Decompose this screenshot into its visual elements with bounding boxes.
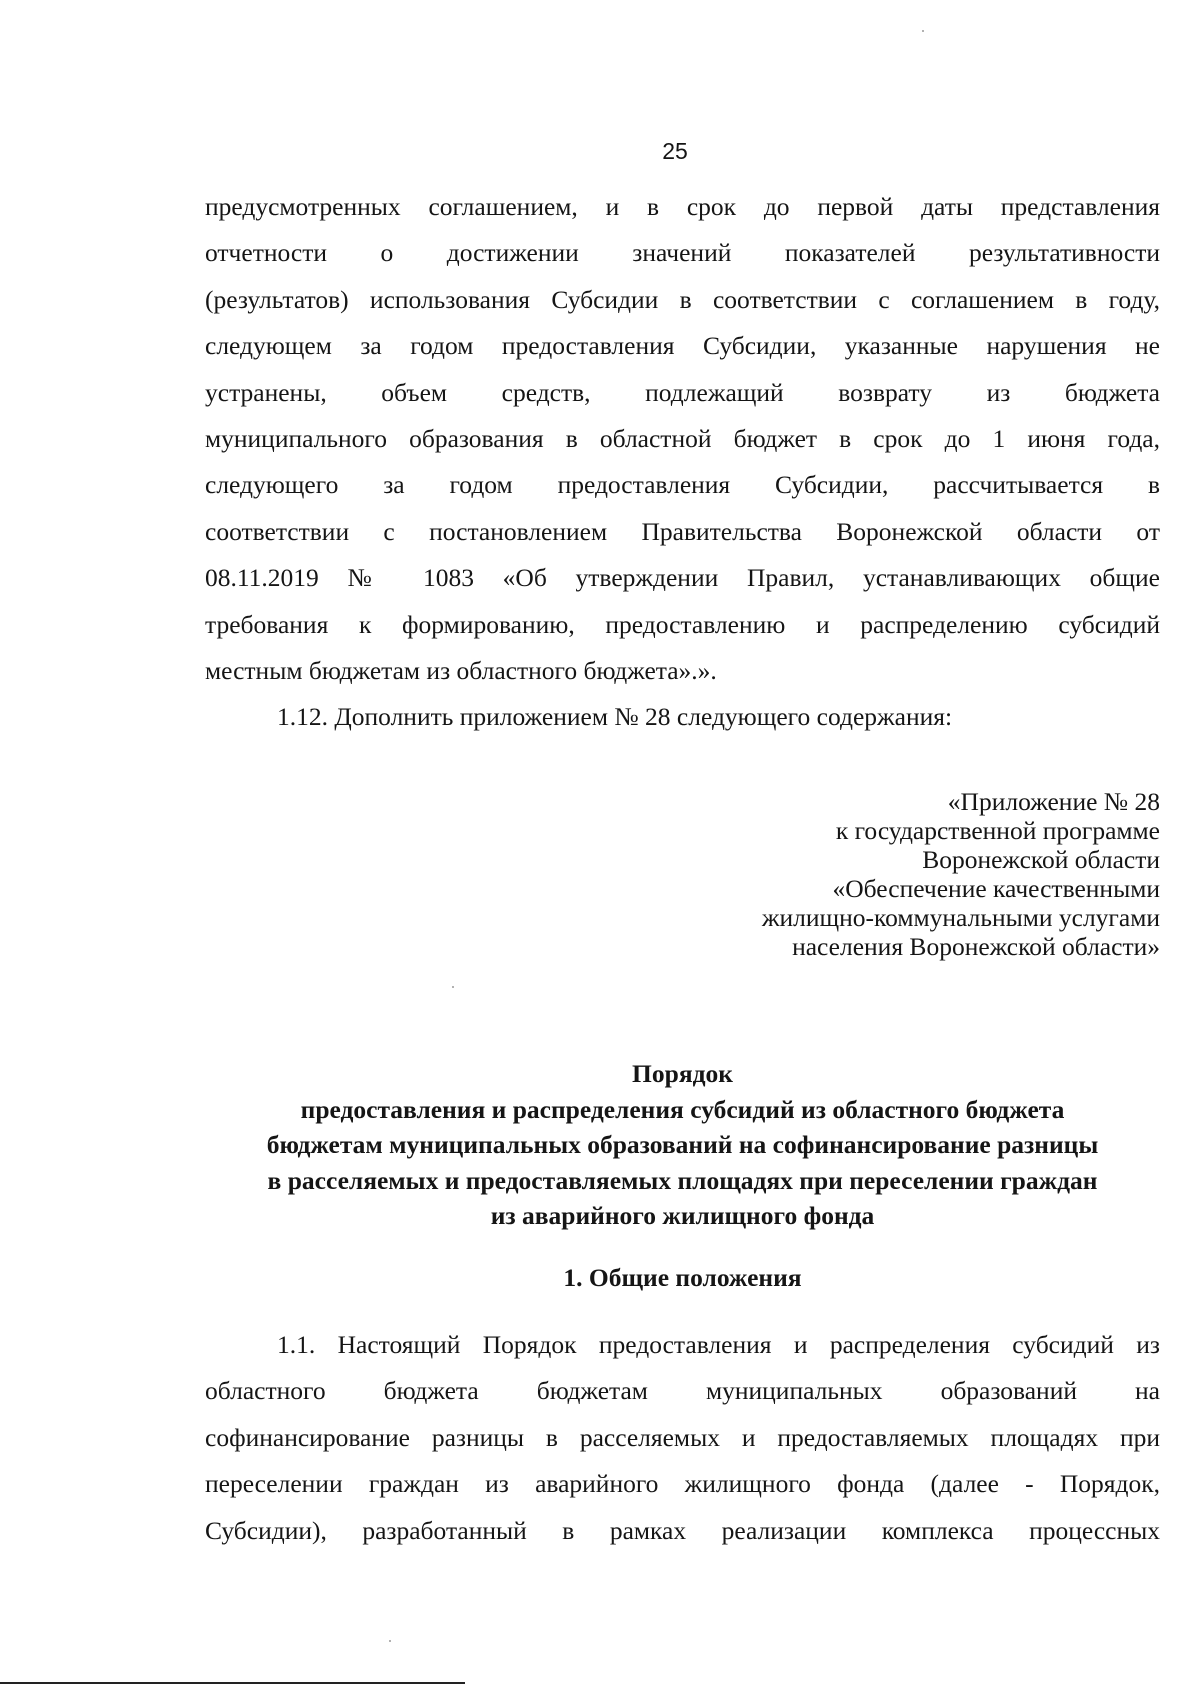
paragraph-1 xyxy=(205,184,1160,741)
paragraph-line: 08.11.2019 № 1083 «Об утверждении Правил, устанавливающих общие xyxy=(205,563,1160,593)
appendix-header-line: Воронежской области xyxy=(922,845,1160,874)
paragraph-line: устранены, объем средств, подлежащий возврату из бюджета xyxy=(205,377,1160,407)
appendix-header-line: к государственной программе xyxy=(835,816,1160,845)
amendment-line: 1.12. Дополнить приложением № 28 следующего содержания: xyxy=(277,702,953,732)
paragraph-line: предусмотренных соглашением, и в срок до первой даты представления xyxy=(205,192,1160,221)
paragraph-line: (результатов) использования Субсидии в соответствии с соглашением в году, xyxy=(205,284,1160,314)
paragraph-line: Субсидии), разработанный в рамках реализации комплекса процессных xyxy=(205,1515,1160,1545)
page-number: 25 xyxy=(662,138,688,164)
appendix-header-line: жилищно-коммунальными услугами xyxy=(761,903,1160,932)
appendix-header-line: «Обеспечение качественными xyxy=(832,874,1160,903)
document-title-line: Порядок xyxy=(632,1059,733,1088)
document-title-line: предоставления и распределения субсидий из областного бюджета xyxy=(300,1094,1065,1124)
appendix-header-line: населения Воронежской области» xyxy=(792,932,1160,961)
paragraph-line: следующем за годом предоставления Субсидии, указанные нарушения не xyxy=(205,331,1160,361)
paragraph-line: отчетности о достижении значений показателей результативности xyxy=(205,238,1160,268)
paragraph-line: переселении граждан из аварийного жилищного фонда (далее - Порядок, xyxy=(205,1469,1160,1499)
paragraph-line: местным бюджетам из областного бюджета».». xyxy=(205,655,717,685)
scan-speck xyxy=(452,986,454,988)
section-heading: 1. Общие положения xyxy=(563,1263,802,1292)
appendix-header xyxy=(640,787,1160,961)
paragraph-line: софинансирование разницы в расселяемых и предоставляемых площадях при xyxy=(205,1422,1160,1452)
paragraph-2 xyxy=(205,1322,1160,1554)
paragraph-line: 1.1. Настоящий Порядок предоставления и распределения субсидий из xyxy=(277,1330,1160,1359)
appendix-header-line: «Приложение № 28 xyxy=(947,787,1160,816)
scan-speck xyxy=(922,30,924,32)
paragraph-line: областного бюджета бюджетам муниципальных образований на xyxy=(205,1376,1160,1406)
paragraph-line: соответствии с постановлением Правительства Воронежской области от xyxy=(205,516,1160,546)
document-title xyxy=(205,1056,1160,1234)
document-title-line: в расселяемых и предоставляемых площадях при переселении граждан xyxy=(267,1165,1098,1195)
paragraph-line: муниципального образования в областной бюджет в срок до 1 июня года, xyxy=(205,423,1160,453)
paragraph-line: следующего за годом предоставления Субсидии, рассчитывается в xyxy=(205,470,1160,500)
paragraph-line: требования к формированию, предоставлению и распределению субсидий xyxy=(205,609,1160,639)
footnote-divider xyxy=(0,1682,465,1684)
document-title-line: бюджетам муниципальных образований на софинансирование разницы xyxy=(266,1130,1099,1159)
document-title-line: из аварийного жилищного фонда xyxy=(490,1201,875,1230)
scan-speck xyxy=(389,1640,391,1642)
